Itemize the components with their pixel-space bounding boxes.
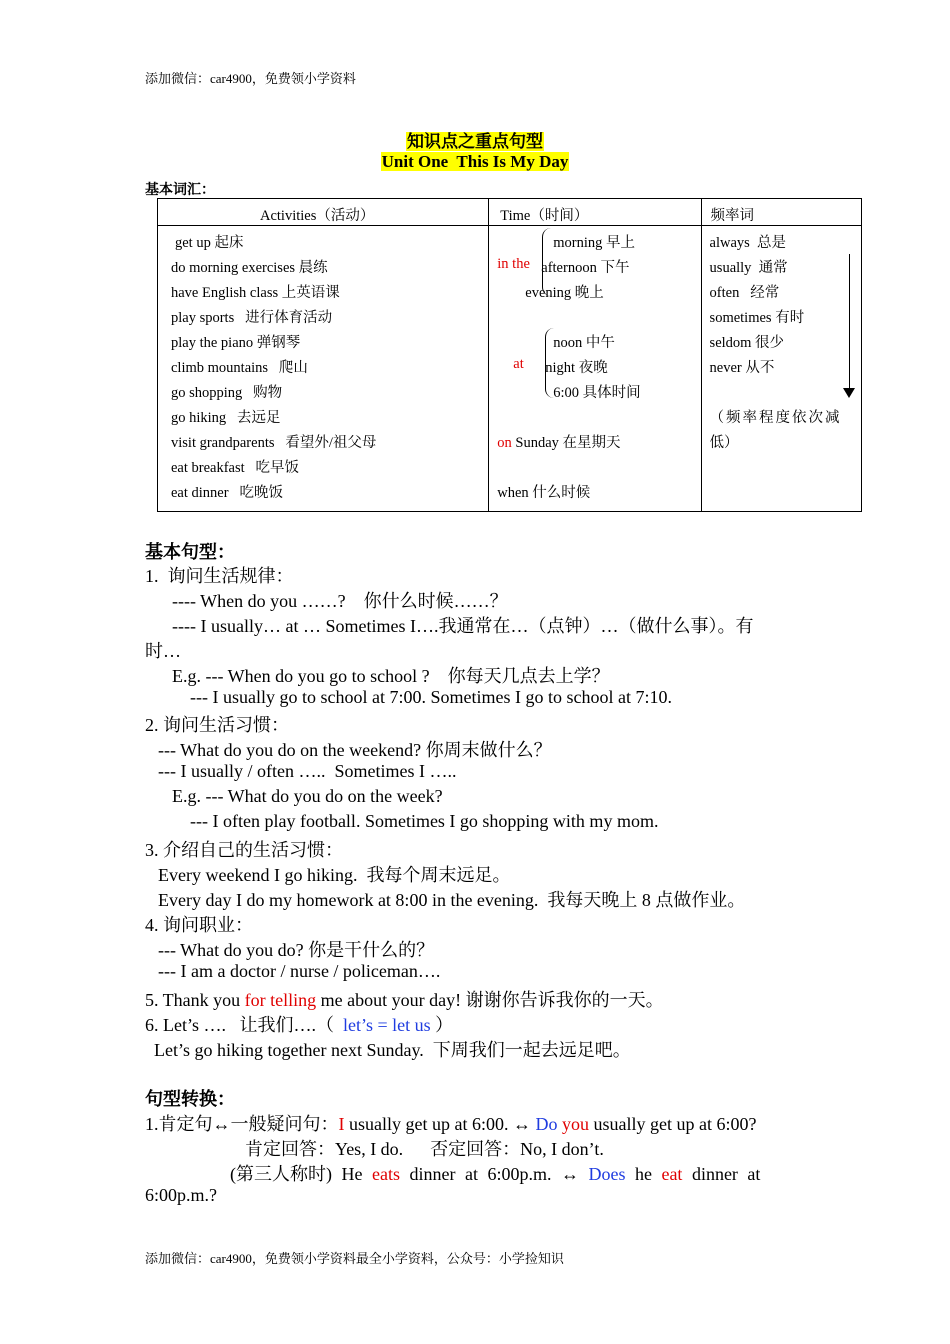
t2-text-b: dinner at 6:00p.m. ↔ (399, 1164, 589, 1184)
activity-item: climb mountains 爬山 (171, 360, 308, 376)
s1-example-q: E.g. --- When do you go to school ? 你每天几点去上学？ (172, 666, 610, 686)
title-text-1: 知识点之重点句型 (407, 132, 543, 151)
down-arrow-line (849, 254, 850, 389)
t2-eat: eat (661, 1164, 683, 1184)
time-when: when 什么时候 (497, 485, 591, 501)
s4-question: --- What do you do? 你是干什么的？ (158, 940, 435, 960)
time-cell (489, 226, 701, 512)
t2-does: Does (588, 1164, 626, 1184)
time-noon: noon 中午 (553, 335, 615, 351)
t1-you: you (561, 1114, 589, 1134)
activity-item: play sports 进行体育活动 (171, 310, 333, 326)
t1-do: Do (535, 1114, 558, 1134)
transform-heading: 句型转换： (145, 1089, 235, 1109)
activity-item: eat breakfast 吃早饭 (171, 460, 300, 476)
time-afternoon: afternoon 下午 (541, 260, 630, 276)
vocab-table (157, 198, 862, 512)
t1-text-a: 1.肯定句↔一般疑问句： (145, 1114, 339, 1134)
title-line-1 (0, 127, 950, 152)
freq-note-2: 低） (709, 435, 739, 451)
t2-text-a: (第三人称时) He (230, 1164, 372, 1184)
time-at: at (513, 356, 524, 372)
s1-example-a: --- I usually go to school at 7:00. Sometimes I go to school at 7:10. (190, 687, 672, 707)
header-time: Time（时间） (489, 199, 701, 226)
s3-line-2: Every day I do my homework at 8:00 in the evening. 我每天晚上 8 点做作业。 (158, 890, 746, 910)
t1-text-c: usually get up at 6:00? (588, 1114, 757, 1134)
s3-line-1: Every weekend I go hiking. 我每个周末远足。 (158, 865, 511, 885)
s2-question: --- What do you do on the weekend? 你周末做什么？ (158, 740, 552, 760)
s2-example-a: --- I often play football. Sometimes I go shopping with my mom. (190, 811, 659, 831)
s6-example: Let’s go hiking together next Sunday. 下周我们一起去远足吧。 (154, 1040, 631, 1060)
s6-text-a: 6. Let’s …. 让我们….（ (145, 1015, 343, 1035)
time-night: night 夜晚 (545, 360, 608, 376)
t2-eats: eats (371, 1164, 400, 1184)
time-on-line (497, 431, 620, 452)
activity-item: do morning exercises 晨练 (171, 260, 328, 276)
s1-title: 1. 询问生活规律： (145, 566, 294, 586)
activity-item: go hiking 去远足 (171, 410, 281, 426)
t2-text-d: dinner at (682, 1164, 761, 1184)
t1-text-b: usually get up at 6:00. ↔ (344, 1114, 536, 1134)
t2-text-c: he (625, 1164, 662, 1184)
activity-item: have English class 上英语课 (171, 285, 340, 301)
t2-line (230, 1160, 806, 1186)
s5-text-b: me about your day! 谢谢你告诉我你的一天。 (316, 990, 664, 1010)
activity-item: play the piano 弹钢琴 (171, 335, 301, 351)
t1-subject-I: I (338, 1114, 345, 1134)
freq-item: sometimes 有时 (709, 310, 805, 326)
activities-cell (158, 226, 489, 512)
freq-item: usually 通常 (709, 260, 788, 276)
s5-highlight: for telling (244, 990, 317, 1010)
header-frequency: 频率词 (701, 199, 861, 226)
time-sunday: Sunday 在星期天 (515, 435, 621, 451)
activity-item: get up 起床 (175, 235, 244, 251)
header-note: 添加微信：car4900，免费领小学资料 (145, 71, 356, 86)
t2-continuation: 6:00p.m.? (145, 1185, 217, 1205)
freq-note-1: （频率程度依次减 (709, 410, 842, 426)
s5-line (145, 986, 664, 1012)
activity-item: eat dinner 吃晚饭 (171, 485, 283, 501)
s6-text-b: ） (430, 1015, 454, 1035)
s4-answer: --- I am a doctor / nurse / policeman…. (158, 961, 441, 981)
frequency-cell (701, 226, 861, 512)
activity-item: go shopping 购物 (171, 385, 283, 401)
time-in-the: in the (497, 256, 530, 272)
t1-line (145, 1110, 756, 1136)
s5-text-a: 5. Thank you (145, 990, 245, 1010)
freq-item: often 经常 (709, 285, 780, 301)
freq-item: seldom 很少 (709, 335, 785, 351)
title-line-2 (0, 152, 950, 172)
t1-answers: 肯定回答：Yes, I do. 否定回答：No, I don’t. (245, 1139, 604, 1159)
time-on: on (497, 435, 512, 451)
s3-title: 3. 介绍自己的生活习惯： (145, 840, 343, 860)
vocab-header-row (158, 199, 862, 226)
s1-answer-cont: 时… (145, 641, 181, 661)
s6-line (145, 1011, 453, 1037)
time-evening: evening 晚上 (525, 285, 604, 301)
freq-item: never 从不 (709, 360, 775, 376)
s2-title: 2. 询问生活习惯： (145, 715, 289, 735)
activity-item: visit grandparents 看望外/祖父母 (171, 435, 377, 451)
freq-item: always 总是 (709, 235, 787, 251)
header-activities: Activities（活动） (158, 199, 489, 226)
vocab-label: 基本词汇： (145, 183, 215, 198)
time-clock: 6:00 具体时间 (553, 385, 641, 401)
s2-answer: --- I usually / often ….. Sometimes I ….. (158, 761, 457, 781)
s4-title: 4. 询问职业： (145, 915, 253, 935)
s1-answer: ---- I usually… at … Sometimes I….我通常在…（点钟）…（做什么事）。有 (172, 616, 754, 636)
vocab-body-row (158, 226, 862, 512)
sentences-heading: 基本句型： (145, 542, 235, 562)
footer-note: 添加微信：car4900，免费领小学资料最全小学资料，公众号：小学捡知识 (145, 1251, 564, 1266)
s2-example-q: E.g. --- What do you do on the week? (172, 786, 443, 806)
title-text-2: Unit One This Is My Day (381, 152, 569, 171)
s1-question: ---- When do you ……? 你什么时候……？ (172, 591, 508, 611)
s6-highlight: let’s = let us (343, 1015, 431, 1035)
time-morning: morning 早上 (553, 235, 636, 251)
down-arrow-icon (843, 388, 855, 398)
